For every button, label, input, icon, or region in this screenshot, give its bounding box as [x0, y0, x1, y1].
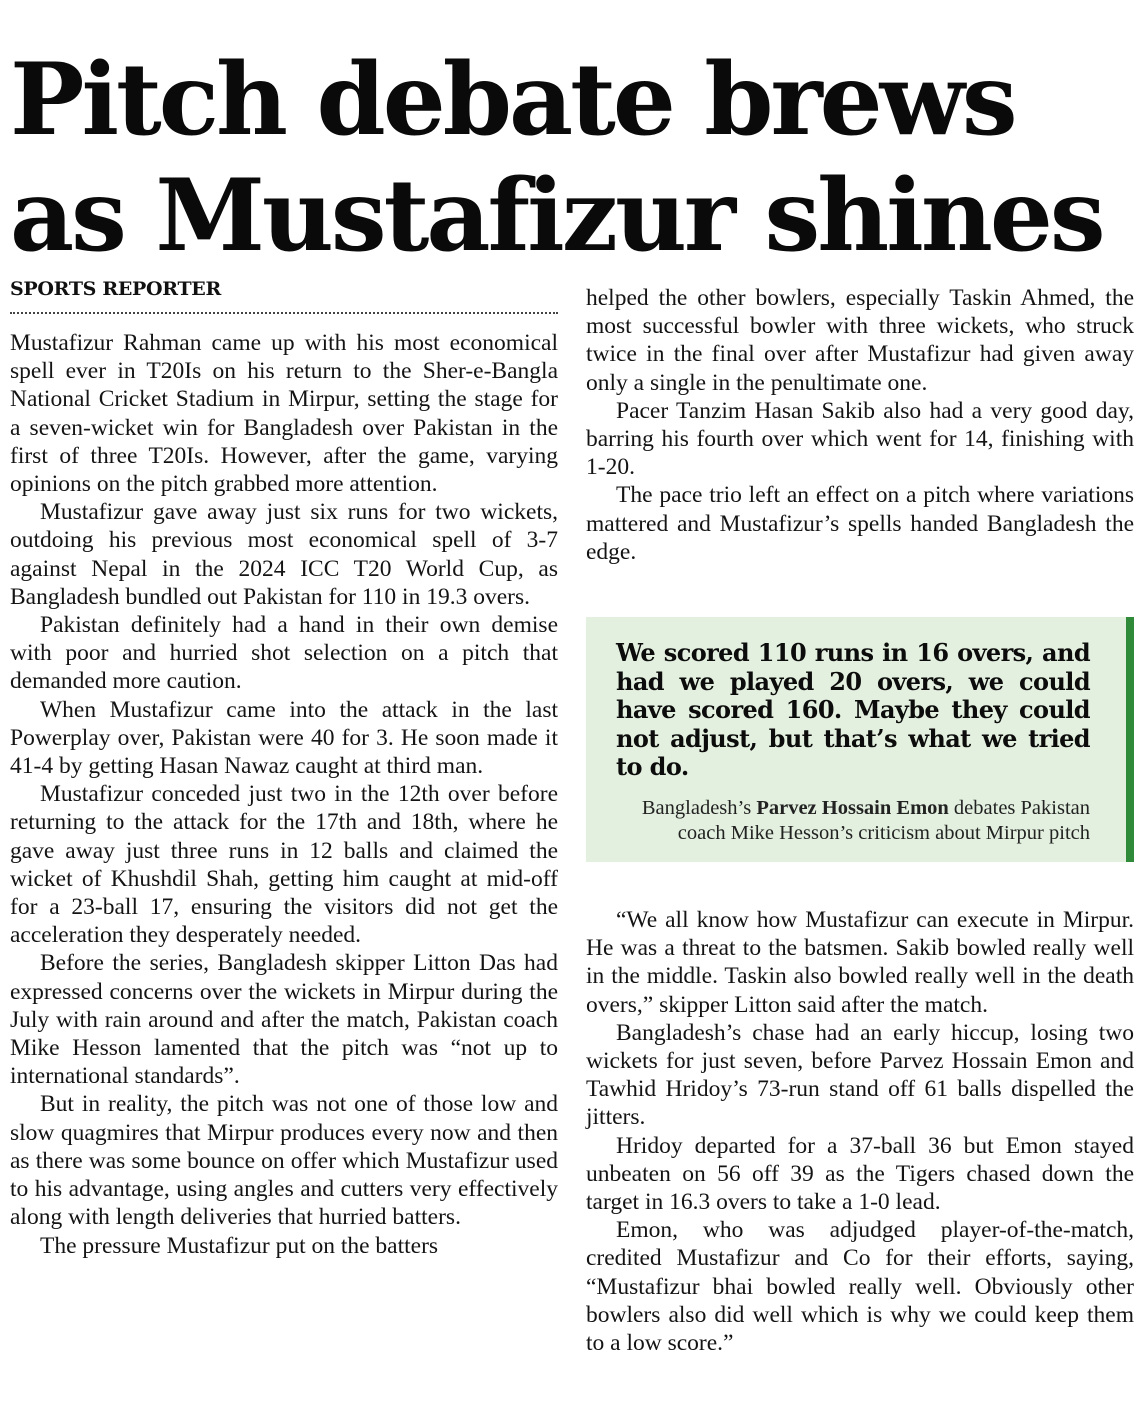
pull-quote-box [586, 617, 1134, 862]
paragraph: Hridoy departed for a 37-ball 36 but Emon stayed unbeaten on 56 off 39 as the Tigers chased down the target in 16.3 overs to take a 1-0 lead. [586, 1132, 1134, 1216]
paragraph: The pressure Mustafizur put on the batters [40, 1232, 439, 1259]
pull-quote-credit [616, 796, 1090, 847]
article-column-right-top [586, 284, 1134, 566]
paragraph: Pacer Tanzim Hasan Sakib also had a very good day, barring his fourth over which went for 14, finishing with 1-20. [586, 397, 1134, 481]
paragraph: When Mustafizur came into the attack in the last Powerplay over, Pakistan were 40 for 3. He soon made it 41-4 by getting Hasan Nawaz caught at third man. [10, 696, 558, 780]
credit-prefix: Bangladesh’s [641, 796, 757, 819]
paragraph: Mustafizur conceded just two in the 12th over before returning to the attack for the 17th and 18th, where he gave away just three runs in 12 balls and claimed the wicket of Khushdil Shah, getting him caught at mid-off for a 23-ball 17, ensuring the visitors did not get the acceleration they desperately needed. [10, 781, 558, 949]
article-column-left [10, 329, 558, 1260]
pull-quote-text: We scored 110 runs in 16 overs, and had we played 20 overs, we could have scored 160. Maybe they could not adjust, but that’s what we tried to do. [616, 638, 1090, 781]
paragraph: Bangladesh’s chase had an early hiccup, losing two wickets for just seven, before Parvez Hossain Emon and Tawhid Hridoy’s 73-run stand off 61 balls dispelled the jitters. [586, 1019, 1134, 1131]
byline: SPORTS REPORTER [10, 276, 558, 314]
credit-suffix: debates Pakistan coach Mike Hesson’s criticism about Mirpur pitch [677, 796, 1090, 844]
paragraph: Pakistan definitely had a hand in their own demise with poor and hurried shot selection on a pitch that demanded more caution. [10, 612, 558, 695]
article-column-right-bottom [586, 906, 1134, 1357]
paragraph: Mustafizur gave away just six runs for two wickets, outdoing his previous most economical spell of 3-7 against Nepal in the 2024 ICC T20 World Cup, as Bangladesh bundled out Pakistan for 110 in 19.3 overs. [10, 499, 558, 610]
paragraph: But in reality, the pitch was not one of those low and slow quagmires that Mirpur produces every now and then as there was some bounce on offer which Mustafizur used to his advantage, using angles and cutters very effectively along with length deliveries that hurried batters. [10, 1091, 558, 1231]
headline: Pitch debate brews as Mustafizur shines [10, 42, 1103, 274]
paragraph: Emon, who was adjudged player-of-the-match, credited Mustafizur and Co for their efforts, saying, “Mustafizur bhai bowled really well. Obviously other bowlers also did well which is why we could keep them to a low score.” [586, 1217, 1134, 1357]
paragraph: “We all know how Mustafizur can execute in Mirpur. He was a threat to the batsmen. Sakib bowled really well in the middle. Taskin also bowled really well in the death overs,” skipper Litton said after the match. [586, 907, 1134, 1018]
paragraph: The pace trio left an effect on a pitch where variations mattered and Mustafizur’s spells handed Bangladesh the edge. [586, 482, 1134, 565]
paragraph: helped the other bowlers, especially Taskin Ahmed, the most successful bowler with three wickets, who struck twice in the final over after Mustafizur had given away only a single in the penultimate one. [586, 285, 1134, 396]
paragraph: Mustafizur Rahman came up with his most economical spell ever in T20Is on his return to the Sher-e-Bangla National Cricket Stadium in Mirpur, setting the stage for a seven-wicket win for Bangladesh over Pakistan in the first of three T20Is. However, after the game, varying opinions on the pitch grabbed more attention. [10, 330, 558, 498]
paragraph: Before the series, Bangladesh skipper Litton Das had expressed concerns over the wickets in Mirpur during the July with rain around and after the match, Pakistan coach Mike Hesson lamented that the pitch was “not up to international standards”. [10, 950, 558, 1090]
credit-name: Parvez Hossain Emon [756, 796, 949, 819]
